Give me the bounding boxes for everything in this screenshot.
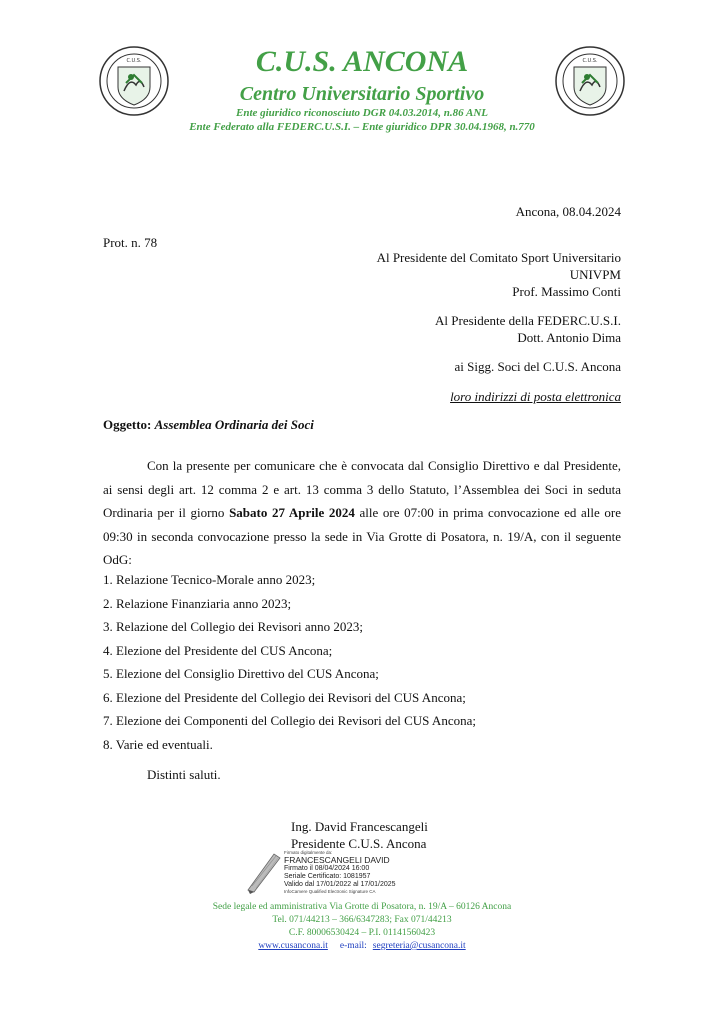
signature-label: Firmato digitalmente da:: [284, 850, 333, 855]
footer-phone: Tel. 071/44213 – 366/6347283; Fax 071/44213: [272, 915, 452, 925]
letter-body: [103, 454, 621, 572]
website-link[interactable]: www.cusancona.it: [258, 941, 328, 951]
body-paragraph: [103, 454, 621, 572]
signer-block: [291, 818, 428, 852]
meeting-date: Sabato 27 Aprile 2024: [229, 505, 355, 520]
signature-serial: Seriale Certificato: 1081957: [284, 873, 371, 880]
pen-nib-icon: [244, 848, 284, 894]
digital-signature-block: [284, 850, 396, 895]
recipient-block-4: [450, 388, 621, 405]
body-text-part-2: alle ore 07:00 in prima convocazione ed alle ore 09:30 in seconda convocazione presso la sede in Via Grotte di Posatora, n. 19/A, con il seguente OdG:: [103, 505, 621, 567]
recipient-line: Prof. Massimo Conti: [512, 284, 621, 299]
protocol-number: Prot. n. 78: [103, 235, 158, 250]
email-link[interactable]: segreteria@cusancona.it: [372, 941, 466, 951]
recipient-block-2: [435, 312, 621, 346]
signature-validity: Valido dal 17/01/2022 al 17/01/2025: [284, 881, 396, 888]
agenda-item: 5. Elezione del Consiglio Direttivo del CUS Ancona;: [103, 666, 379, 681]
signature-date: Firmato il 08/04/2024 16:00: [284, 865, 370, 872]
signature-issuer: InfoCamere Qualified Electronic Signature CA: [284, 889, 376, 894]
agenda-item: 7. Elezione dei Componenti del Collegio dei Revisori del CUS Ancona;: [103, 713, 476, 728]
letterhead-legal-line-2: Ente Federato alla FEDERC.U.S.I. – Ente giuridico DPR 30.04.1968, n.770: [189, 121, 535, 133]
letterhead: [120, 44, 604, 134]
agenda-item: 4. Elezione del Presidente del CUS Ancona;: [103, 642, 333, 658]
agenda-item: 8. Varie ed eventuali.: [103, 736, 213, 752]
recipient-line: loro indirizzi di posta elettronica: [450, 389, 621, 404]
recipient-line: UNIVPM: [569, 267, 621, 282]
signer-name: Ing. David Francescangeli: [291, 819, 428, 834]
recipient-line: Al Presidente del Comitato Sport Universitario: [376, 250, 621, 265]
letterhead-title: C.U.S. ANCONA: [255, 45, 469, 78]
agenda-item: 3. Relazione del Collegio dei Revisori anno 2023;: [103, 619, 363, 634]
svg-text:C.U.S.: C.U.S.: [126, 58, 142, 64]
subject-label: Oggetto:: [103, 417, 152, 432]
recipient-block-3: [455, 358, 621, 375]
letter-footer: [150, 901, 574, 953]
agenda-item: 1. Relazione Tecnico-Morale anno 2023;: [103, 572, 316, 587]
closing-greeting: Distinti saluti.: [147, 767, 221, 782]
agenda-list: [103, 568, 476, 756]
letter-date: Ancona, 08.04.2024: [515, 204, 621, 219]
letterhead-subtitle: Centro Universitario Sportivo: [239, 83, 485, 105]
agenda-item: 2. Relazione Finanziaria anno 2023;: [103, 595, 292, 611]
footer-links: [150, 940, 574, 953]
recipient-block-1: [377, 249, 621, 300]
recipient-line: Dott. Antonio Dima: [517, 330, 621, 345]
svg-text:C.U.S.: C.U.S.: [582, 58, 598, 64]
body-text-part-1: Con la presente per comunicare che è convocata dal Consiglio Direttivo e dal Presidente, ai sensi degli art. 12 comma 2 e art. 13 comma 3 dello Statuto, l’Assemblea dei Soci in seduta Ordinaria per il giorno: [103, 458, 621, 520]
footer-address: Sede legale ed amministrativa Via Grotte di Posatora, n. 19/A – 60126 Ancona: [212, 902, 512, 912]
subject-text: Assemblea Ordinaria dei Soci: [154, 417, 314, 432]
signer-role: Presidente C.U.S. Ancona: [291, 836, 427, 851]
footer-tax-ids: C.F. 80006530424 – P.I. 01141560423: [288, 928, 436, 938]
email-label: e-mail:: [339, 941, 367, 951]
subject-line: [103, 417, 314, 433]
agenda-item: 6. Elezione del Presidente del Collegio dei Revisori del CUS Ancona;: [103, 689, 466, 705]
recipient-line: ai Sigg. Soci del C.U.S. Ancona: [454, 359, 621, 374]
recipient-line: Al Presidente della FEDERC.U.S.I.: [435, 313, 621, 328]
letterhead-legal-line-1: Ente giuridico riconosciuto DGR 04.03.2014, n.86 ANL: [235, 107, 488, 119]
signature-name: FRANCESCANGELI DAVID: [284, 855, 390, 865]
